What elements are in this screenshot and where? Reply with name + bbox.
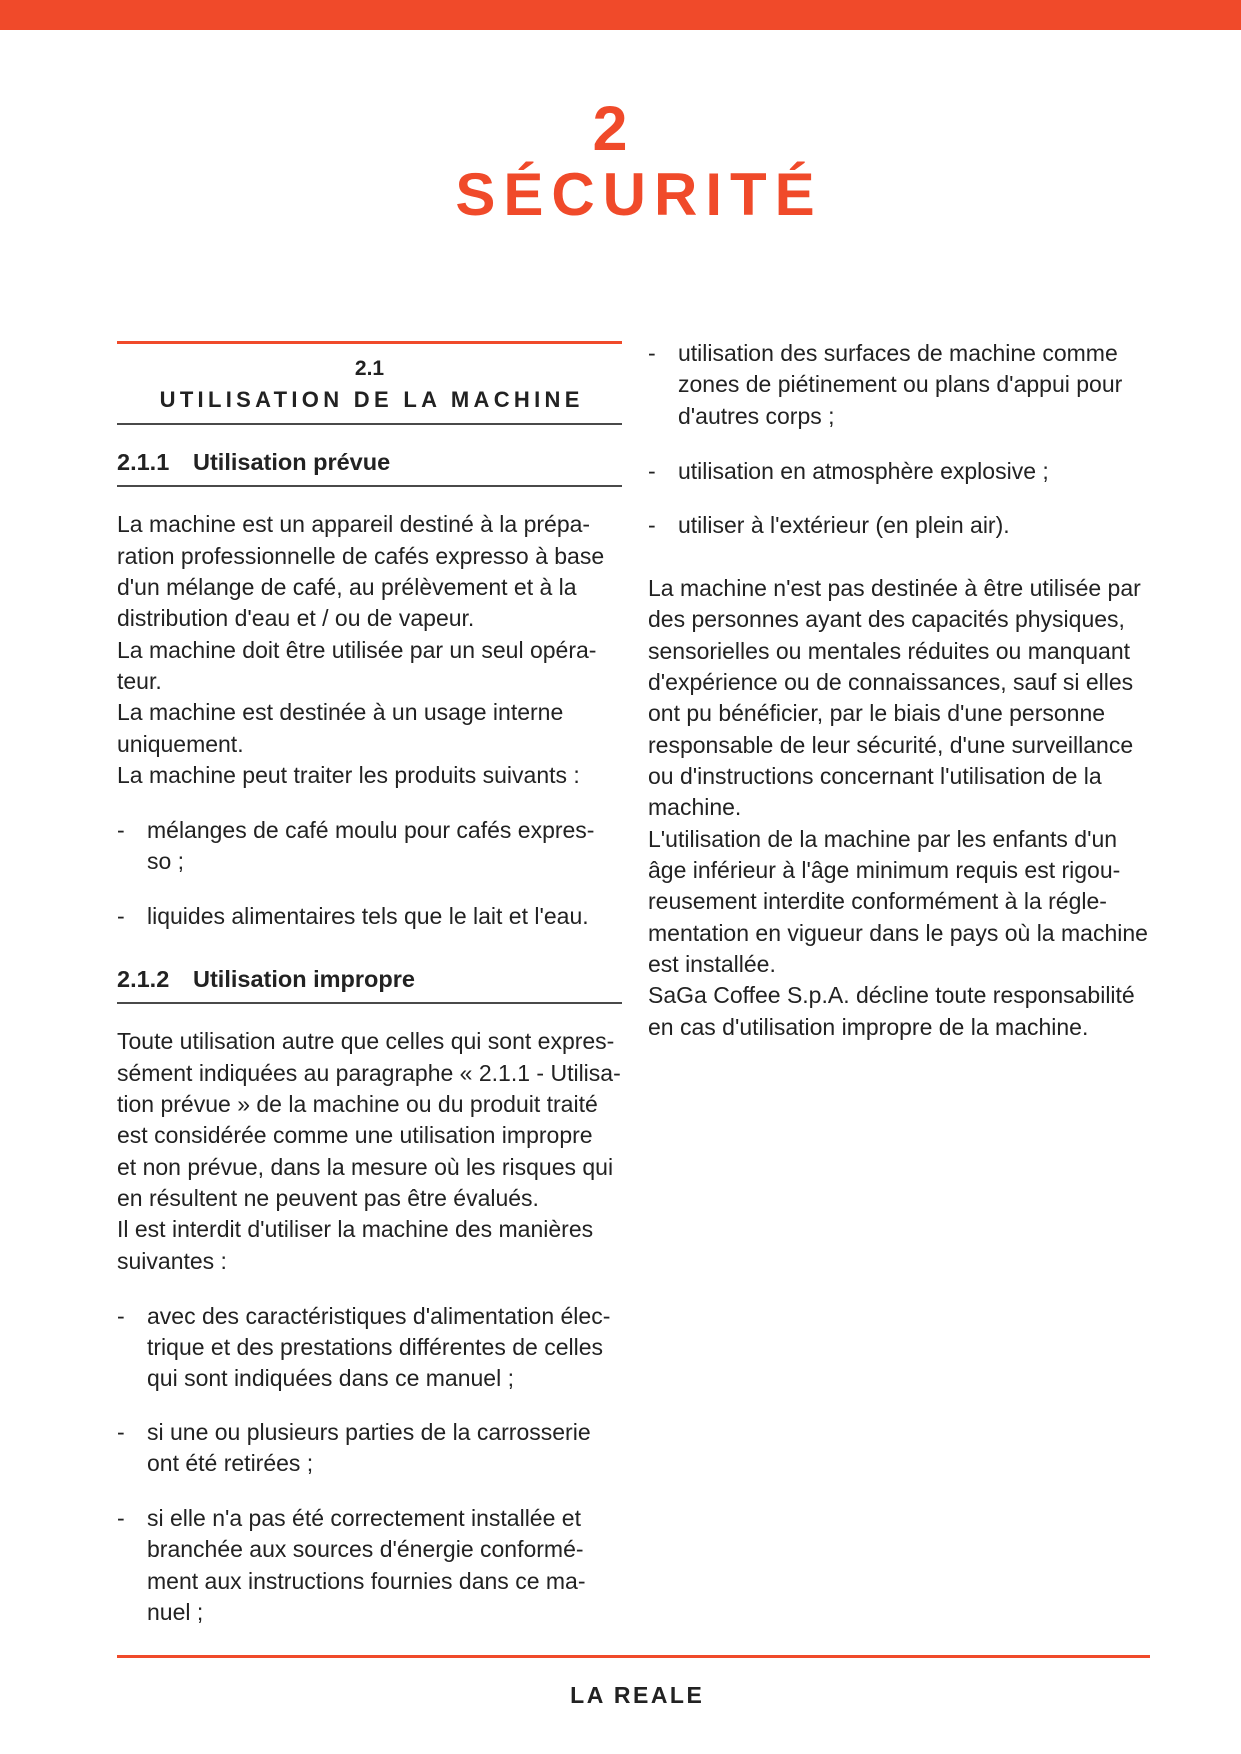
text-line: des personnes ayant des capacités physiques,: [648, 606, 1125, 633]
text-line: ont pu bénéficier, par le biais d'une personne: [648, 700, 1106, 727]
text-line: reusement interdite conformément à la régle-: [648, 888, 1107, 915]
bullet-dash: -: [117, 816, 125, 843]
bullet-dash: -: [117, 903, 125, 929]
bullet-item: [117, 901, 622, 932]
bullet-dash: -: [117, 1302, 125, 1329]
subsection-heading-2-1-1: [117, 448, 622, 477]
text-line: L'utilisation de la machine par les enfants d'un: [648, 825, 1118, 852]
bullet-item: [648, 338, 1153, 432]
bullet-item: [117, 1301, 622, 1395]
text-line: en cas d'utilisation impropre de la machine.: [648, 1013, 1089, 1040]
bullet-item: [117, 815, 622, 878]
text-line: teur.: [117, 667, 162, 694]
text-line: qui sont indiquées dans ce manuel ;: [147, 1365, 514, 1392]
text-line: avec des caractéristiques d'alimentation élec-: [147, 1302, 611, 1329]
text-line: en résultent ne peuvent pas être évalués.: [117, 1184, 539, 1211]
text-line: utilisation des surfaces de machine comme: [678, 340, 1118, 367]
text-line: si une ou plusieurs parties de la carrosserie: [147, 1418, 591, 1445]
text-line: La machine est destinée à un usage interne: [117, 699, 564, 726]
bullet-text: [678, 510, 1153, 541]
text-line: sensorielles ou mentales réduites ou manquant: [648, 637, 1131, 664]
bullet-text: [147, 1417, 622, 1480]
footer-rule: [117, 1655, 1150, 1658]
bullet-text: [147, 1301, 622, 1395]
text-line: trique et des prestations différentes de celles: [147, 1333, 604, 1360]
text-line: branchée aux sources d'énergie conformé-: [147, 1536, 584, 1563]
text-line: uniquement.: [117, 730, 244, 757]
chapter-title: SÉCURITÉ: [455, 161, 823, 228]
bullet-dash: -: [648, 457, 656, 484]
text-line: ment aux instructions fournies dans ce ma-: [147, 1567, 586, 1594]
text-line: et non prévue, dans la mesure où les risques qui: [117, 1153, 614, 1180]
text-line: mélanges de café moulu pour cafés expres-: [147, 816, 595, 843]
text-line: d'expérience ou de connaissances, sauf si elles: [648, 669, 1134, 696]
subsection-title: Utilisation impropre: [193, 965, 415, 992]
subsection-title: Utilisation prévue: [193, 448, 391, 475]
text-line: SaGa Coffee S.p.A. décline toute responsabilité: [648, 982, 1135, 1009]
text-line: est considérée comme une utilisation impropre: [117, 1122, 593, 1149]
text-line: tion prévue » de la machine ou du produit traité: [117, 1090, 598, 1117]
text-line: Il est interdit d'utiliser la machine des manières: [117, 1216, 594, 1243]
text-line: ont été retirées ;: [147, 1450, 314, 1477]
text-line: zones de piétinement ou plans d'appui pour: [678, 371, 1123, 398]
bullet-text: [678, 338, 1153, 432]
section-bottom-rule: [117, 423, 622, 425]
text-line: responsable de leur sécurité, d'une surveillance: [648, 731, 1134, 758]
section-number: 2.1: [354, 357, 385, 380]
text-line: nuel ;: [147, 1598, 204, 1625]
bullet-item: [648, 456, 1153, 487]
text-line: utilisation en atmosphère explosive ;: [678, 457, 1049, 484]
top-accent-bar: [0, 0, 1241, 30]
text-line: si elle n'a pas été correctement installée et: [147, 1505, 581, 1531]
text-line: âge inférieur à l'âge minimum requis est rigou-: [648, 857, 1121, 884]
bullet-text: [678, 456, 1153, 487]
bullet-item: [117, 1503, 622, 1628]
text-line: La machine est un appareil destiné à la prépa-: [117, 511, 591, 538]
subsection-number: 2.1.1: [117, 448, 170, 475]
text-line: so ;: [147, 848, 185, 875]
subsection-rule: [117, 1002, 622, 1004]
text-line: machine.: [648, 794, 742, 821]
subsection-number: 2.1.2: [117, 965, 170, 992]
bullet-item: [117, 1417, 622, 1480]
section-top-rule: [117, 341, 622, 344]
text-line: La machine peut traiter les produits suivants :: [117, 761, 580, 788]
bullet-text: [147, 901, 622, 932]
subsection-heading-2-1-2: [117, 965, 622, 994]
text-line: distribution d'eau et / ou de vapeur.: [117, 605, 475, 632]
bullet-text: [147, 815, 622, 878]
text-line: suivantes :: [117, 1247, 227, 1274]
paragraph: [117, 1026, 622, 1277]
text-line: La machine n'est pas destinée à être utilisée par: [648, 575, 1141, 602]
subsection-rule: [117, 485, 622, 487]
text-line: ou d'instructions concernant l'utilisation de la: [648, 763, 1102, 790]
footer-brand: LA REALE: [570, 1682, 705, 1708]
paragraph: [648, 573, 1153, 1043]
paragraph: [117, 509, 622, 791]
bullet-item: [648, 510, 1153, 541]
text-line: d'un mélange de café, au prélèvement et à la: [117, 573, 577, 600]
text-line: d'autres corps ;: [678, 402, 835, 429]
text-line: La machine doit être utilisée par un seul opéra-: [117, 636, 597, 663]
text-line: mentation en vigueur dans le pays où la machine: [648, 919, 1148, 946]
text-line: liquides alimentaires tels que le lait et l'eau.: [147, 903, 589, 929]
bullet-dash: -: [117, 1505, 125, 1531]
bullet-dash: -: [117, 1418, 125, 1445]
chapter-number: 2: [592, 94, 628, 164]
text-line: Toute utilisation autre que celles qui sont expres-: [117, 1028, 615, 1055]
text-line: sément indiquées au paragraphe « 2.1.1 - Utilisa-: [117, 1059, 621, 1086]
bullet-dash: -: [648, 512, 656, 539]
bullet-dash: -: [648, 340, 656, 367]
text-line: ration professionnelle de cafés expresso à base: [117, 542, 605, 569]
text-line: est installée.: [648, 951, 776, 978]
text-line: utiliser à l'extérieur (en plein air).: [678, 512, 1010, 539]
section-title: UTILISATION DE LA MACHINE: [159, 387, 584, 412]
bullet-text: [147, 1503, 622, 1628]
